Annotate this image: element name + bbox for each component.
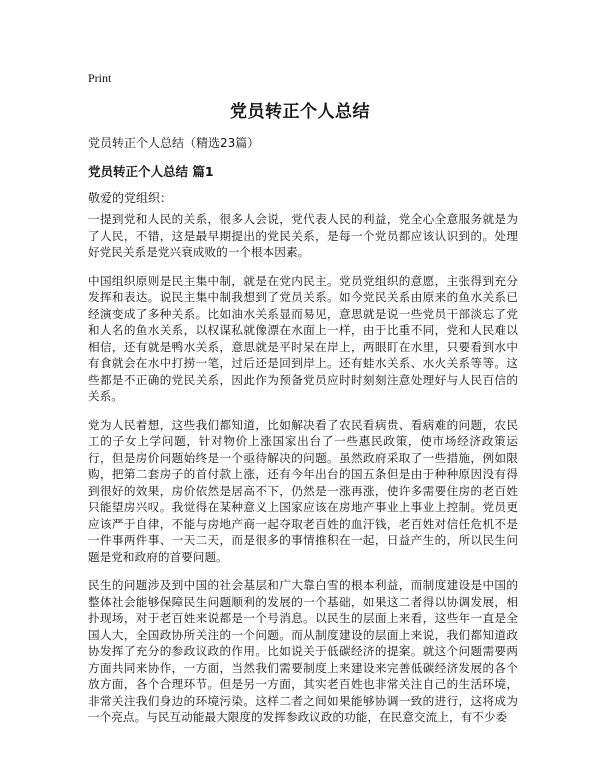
paragraph: 中国组织原则是民主集中制，就是在党内民主。党员党组织的意愿，主张得到充分发挥和表达。说民主集中制我想到了党员关系。如今党民关系由原来的鱼水关系已经演变成了多种关系。比如油水关系显而易见，意思就是说一些党员干部淡忘了党和人名的鱼水关系，以权谋私就像漂在水面上一样，由于比重不同，党和人民难以相信，还有就是鸭水关系，意思就是平时呆在岸上，两眼盯在水里，只要看到水中有食就会在水中打捞一笔，过后还是回到岸上。还有蛙水关系、水火关系等等。这些都是不正确的党民关系，因此作为预备党员应时时刻刻注意处理好与人民百信的关系。 <box>88 273 518 403</box>
document-body <box>88 211 518 738</box>
paragraph: 党为人民着想，这些我们都知道，比如解决看了农民看病贵、看病难的问题，农民工的子女上学问题，针对物价上涨国家出台了一些惠民政策，使市场经济政策运行，但是房价问题始终是一个亟待解决的问题。虽然政府采取了一些措施，例如限购，把第二套房子的首付款上涨，还有今年出台的国五条但是由于种种原因没有得到很好的效果，房价依然是居高不下，仍然是一涨再涨，使许多需要住房的老百姓只能望房兴叹。我觉得在某种意义上国家应该在房地产事业上事业上控制。党员更应该严于自律，不能与房地产商一起夺取老百姓的血汗钱，老百姓对信任危机不是一件事两件事、一天二天，而是很多的事情推积在一起，日益产生的，所以民生问题是党和政府的首要问题。 <box>88 417 518 564</box>
print-link[interactable]: Print <box>88 71 112 85</box>
document-title: 党员转正个人总结 <box>230 102 370 122</box>
paragraph: 一提到党和人民的关系，很多人会说，党代表人民的利益，党全心全意服务就是为了人民，不错，这是最早期提出的党民关系，是每一个党员都应该认识到的。处理好党民关系是党兴衰成败的一个根本因素。 <box>88 212 518 259</box>
section-heading: 党员转正个人总结 篇1 <box>88 164 214 179</box>
greeting: 敬爱的党组织： <box>88 191 173 205</box>
paragraph: 民生的问题涉及到中国的社会基层和广大靠白雪的根本利益，而制度建设是中国的整体社会能够保障民生问题顺利的发展的一个基础，如果这二者得以协调发展，相扑现场，对于老百姓来说都是一个号消息。以民生的层面上来看，这些年一直是全国人大，全国政协所关注的一个问题。而从制度建设的层面上来说，我们都知道政协发挥了充分的参政议政的作用。比如说关于低碳经济的提案。就这个问题需要两方面共同来协作，一方面，当然我们需要制度上来建设来完善低碳经济发展的各个放方面，各个合理环节。但是另一方面，其实老百姓也非常关注自己的生活环境，非常关注我们身边的环境污染。这样二者之间如果能够协调一致的进行，这将成为一个亮点。与民互动能最大限度的发挥参政议政的功能，在民意交流上，有不少委 <box>88 578 518 724</box>
document-subtitle: 党员转正个人总结（精选23篇） <box>88 136 260 150</box>
